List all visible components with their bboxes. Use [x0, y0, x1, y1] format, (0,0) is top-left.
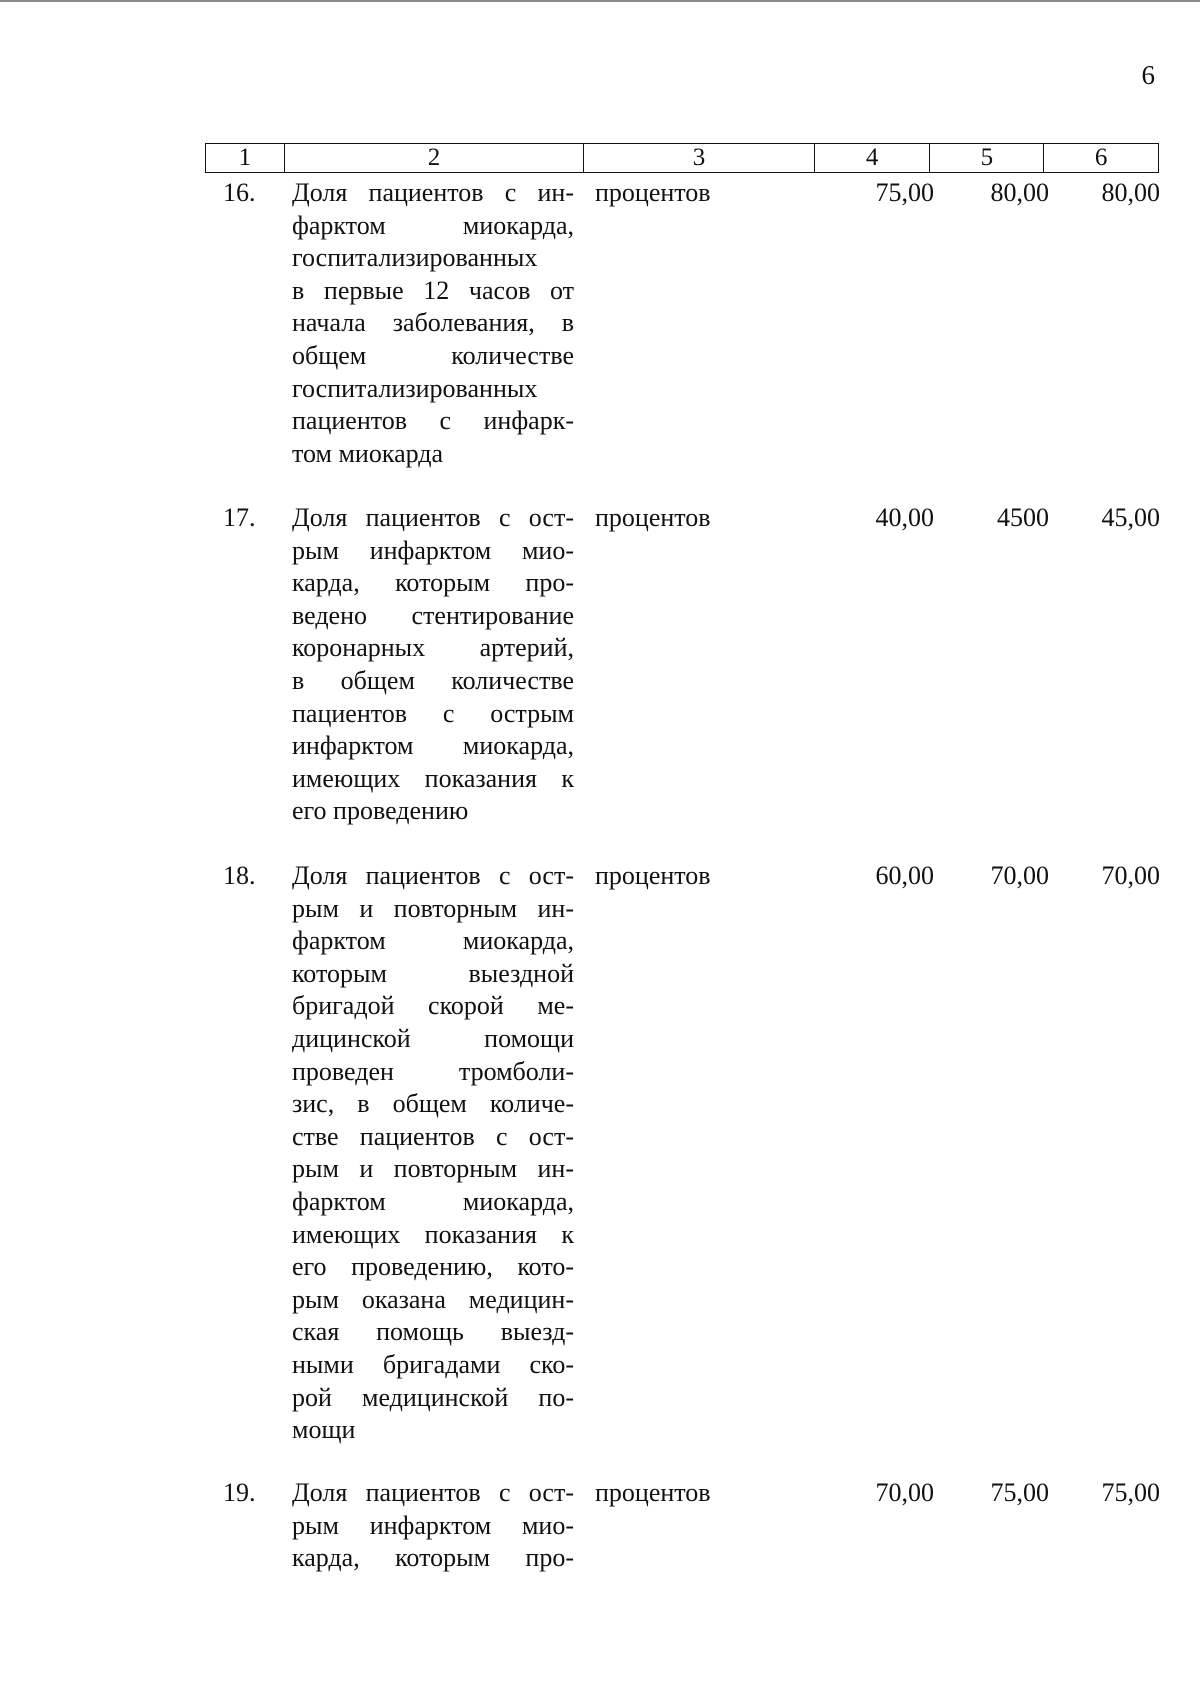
description-line: бригадой скорой ме-	[292, 991, 574, 1021]
description-line: в общем количестве	[292, 665, 574, 695]
description-line: том миокарда	[292, 438, 444, 468]
description-line: фарктом миокарда,	[292, 926, 574, 956]
row-value-col-6: 70,00	[1101, 861, 1160, 890]
description-line: общем количестве	[292, 340, 574, 370]
description-line: карда, которым про-	[292, 1543, 574, 1573]
description-line: его проведению, кото-	[292, 1252, 574, 1282]
row-number: 19.	[223, 1478, 256, 1507]
row-value-col-6: 80,00	[1101, 178, 1160, 207]
description-line: фарктом миокарда,	[292, 210, 574, 240]
row-value-col-6: 75,00	[1101, 1478, 1160, 1507]
description-line: ными бригадами ско-	[292, 1349, 574, 1379]
description-line: в первые 12 часов от	[292, 275, 574, 305]
row-value-col-4: 60,00	[875, 861, 934, 890]
header-col-4: 4	[815, 144, 931, 172]
row-description	[292, 177, 574, 470]
row-value-col-6: 45,00	[1101, 503, 1160, 532]
description-line: рым оказана медицин-	[292, 1284, 574, 1314]
header-col-5: 5	[930, 144, 1044, 172]
description-line: фарктом миокарда,	[292, 1186, 574, 1216]
description-line: госпитализированных	[292, 373, 538, 403]
description-line: зис, в общем количе-	[292, 1089, 574, 1119]
description-line: имеющих показания к	[292, 763, 574, 793]
page-number: 6	[1141, 60, 1155, 90]
row-value-col-4: 40,00	[875, 503, 934, 532]
row-number: 17.	[223, 503, 256, 532]
row-value-col-5: 4500	[997, 503, 1049, 532]
description-line: которым выездной	[292, 958, 574, 988]
row-number: 18.	[223, 861, 256, 890]
description-line: Доля пациентов с ост-	[292, 861, 574, 890]
row-value-col-5: 80,00	[990, 178, 1049, 207]
description-line: дицинской помощи	[292, 1023, 574, 1053]
row-value-col-5: 75,00	[990, 1478, 1049, 1507]
row-value-col-4: 70,00	[875, 1478, 934, 1507]
description-line: рым и повторным ин-	[292, 1154, 574, 1184]
description-line: имеющих показания к	[292, 1219, 574, 1249]
row-unit: процентов	[595, 861, 711, 890]
description-line: Доля пациентов с ост-	[292, 1478, 574, 1507]
description-line: стве пациентов с ост-	[292, 1121, 574, 1151]
top-scan-rule	[0, 0, 1200, 2]
description-line: пациентов с инфарк-	[292, 406, 574, 436]
description-line: Доля пациентов с ост-	[292, 503, 574, 532]
description-line: его проведению	[292, 796, 469, 826]
row-description	[292, 502, 574, 828]
row-description	[292, 860, 574, 1447]
row-description	[292, 1477, 574, 1575]
description-line: начала заболевания, в	[292, 308, 574, 338]
description-line: рым инфарктом мио-	[292, 1510, 574, 1540]
header-col-3: 3	[584, 144, 815, 172]
description-line: мощи	[292, 1415, 356, 1445]
description-line: ведено стентирование	[292, 600, 574, 630]
description-line: рым инфарктом мио-	[292, 535, 574, 565]
description-line: Доля пациентов с ин-	[292, 178, 574, 207]
description-line: пациентов с острым	[292, 698, 574, 728]
description-line: проведен тромболи-	[292, 1056, 574, 1086]
header-col-6: 6	[1094, 144, 1108, 171]
row-unit: процентов	[595, 178, 711, 207]
description-line: карда, которым про-	[292, 568, 574, 598]
description-line: коронарных артерий,	[292, 633, 574, 663]
row-value-col-5: 70,00	[990, 861, 1049, 890]
description-line: рым и повторным ин-	[292, 893, 574, 923]
row-value-col-4: 75,00	[875, 178, 934, 207]
header-col-1: 1	[206, 144, 285, 172]
description-line: ская помощь выезд-	[292, 1317, 574, 1347]
row-unit: процентов	[595, 1478, 711, 1507]
description-line: госпитализированных	[292, 243, 538, 273]
table-header	[205, 143, 1159, 173]
description-line: инфарктом миокарда,	[292, 731, 574, 761]
row-unit: процентов	[595, 503, 711, 532]
description-line: рой медицинской по-	[292, 1382, 574, 1412]
header-col-2: 2	[285, 144, 584, 172]
row-number: 16.	[223, 178, 256, 207]
